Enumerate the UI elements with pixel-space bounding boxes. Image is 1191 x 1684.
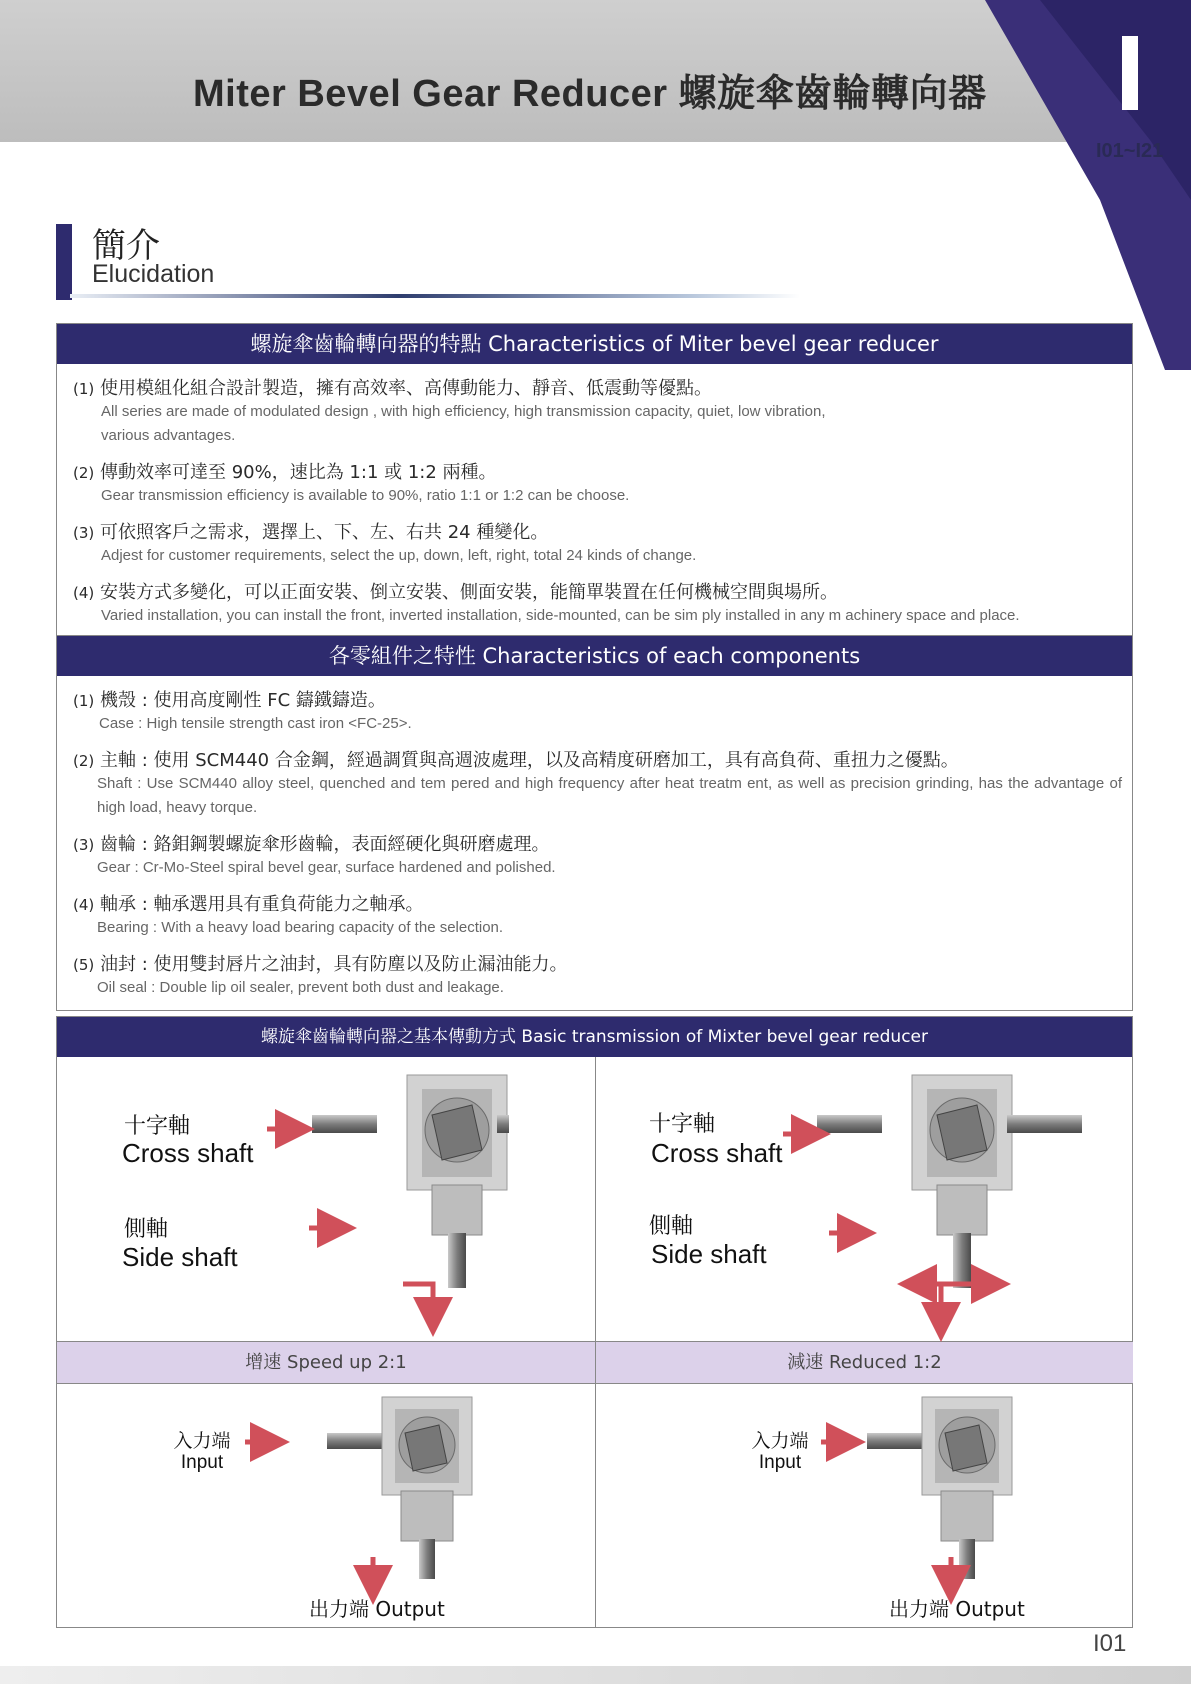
page-title: Miter Bevel Gear Reducer 螺旋傘齒輪轉向器 [193, 73, 987, 115]
list-item [73, 578, 1122, 628]
gearbox-top-left [312, 1075, 509, 1288]
item-text-zh: 軸承 : 軸承選用具有重負荷能力之軸承。 [99, 894, 424, 915]
list-item [73, 374, 1122, 448]
cross-shaft-label-zh: 十字軸 [124, 1114, 191, 1139]
item-text-en: Case : High tensile strength cast iron <FC-25>. [99, 715, 412, 732]
list-item [73, 830, 1122, 880]
item-text-en: Gear : Cr-Mo-Steel spiral bevel gear, surface hardened and polished. [97, 859, 556, 876]
characteristics-header: 螺旋傘齒輪轉向器的特點 Characteristics of Miter bevel gear reducer [57, 324, 1132, 364]
item-text-zh: 安裝方式多變化，可以正面安裝、倒立安裝、側面安裝，能簡單裝置在任何機械空間與場所。 [99, 582, 838, 603]
gearbox-bottom-left [327, 1397, 472, 1579]
components-box [56, 635, 1133, 1011]
item-number: (1) [73, 380, 95, 398]
footer-band [0, 1666, 1191, 1684]
item-number: (4) [73, 896, 95, 914]
output-label: 出力端 Output [889, 1597, 1025, 1621]
item-text-en: Varied installation, you can install the front, inverted installation, side-mounted, can be sim ply installed in any m achinery space and place. [101, 607, 1020, 624]
item-text-en: Gear transmission efficiency is available to 90%, ratio 1:1 or 1:2 can be choose. [101, 487, 630, 504]
item-text-zh: 傳動效率可達至 90%，速比為 1:1 或 1:2 兩種。 [99, 462, 497, 483]
cross-shaft-label-en: Cross shaft [651, 1138, 783, 1168]
item-text-zh: 油封 : 使用雙封唇片之油封，具有防塵以及防止漏油能力。 [99, 954, 568, 975]
item-number: (3) [73, 524, 95, 542]
item-text-zh: 使用模組化組合設計製造，擁有高效率、高傳動能力、靜音、低震動等優點。 [99, 378, 712, 399]
side-shaft-label-zh: 側軸 [649, 1214, 694, 1239]
side-shaft-label-en: Side shaft [122, 1242, 238, 1272]
page-number: I01 [1093, 1630, 1127, 1657]
list-item [73, 950, 1122, 1000]
list-item [73, 518, 1122, 568]
item-number: (1) [73, 692, 95, 710]
item-number: (2) [73, 464, 95, 482]
input-label-zh: 入力端 [751, 1431, 809, 1452]
input-label-zh: 入力端 [173, 1431, 231, 1452]
item-number: (5) [73, 956, 95, 974]
transmission-header: 螺旋傘齒輪轉向器之基本傳動方式 Basic transmission of Mixter bevel gear reducer [57, 1017, 1132, 1057]
gearbox-bottom-right [867, 1397, 1012, 1579]
item-text-en: Adjest for customer requirements, select the up, down, left, right, total 24 kinds of change. [101, 547, 697, 564]
item-text-zh: 齒輪 : 鉻鉬鋼製螺旋傘形齒輪，表面經硬化與研磨處理。 [99, 834, 550, 855]
item-text-en: Shaft : Use SCM440 alloy steel, quenched and tem pered and high frequency after heat treatm ent, as well as precision grinding, has the advantage of high load, heavy torque. [97, 775, 1122, 816]
side-shaft-label-zh: 側軸 [124, 1217, 169, 1242]
reduced-label: 減速 Reduced 1:2 [596, 1341, 1133, 1384]
characteristics-box [56, 323, 1133, 636]
input-label-en: Input [758, 1452, 802, 1473]
list-item [73, 746, 1122, 820]
item-number: (4) [73, 584, 95, 602]
heading-accent-bar [56, 224, 72, 300]
section-letter-mark [1122, 36, 1138, 110]
gearbox-diagrams [57, 1017, 1132, 1627]
input-label-en: Input [180, 1452, 224, 1473]
section-title-zh: 簡介 [92, 226, 160, 266]
output-label: 出力端 Output [309, 1597, 445, 1621]
speed-up-label: 增速 Speed up 2:1 [57, 1341, 595, 1384]
item-number: (3) [73, 836, 95, 854]
item-text-zh: 機殼 : 使用高度剛性 FC 鑄鐵鑄造。 [99, 690, 386, 711]
item-text-en: All series are made of modulated design , with high efficiency, high transmission capacity, quiet, low vibration, various advantages. [101, 403, 826, 444]
list-item [73, 890, 1122, 940]
side-shaft-label-en: Side shaft [651, 1239, 767, 1269]
arrow-icon [245, 1442, 951, 1585]
gearbox-top-right [817, 1075, 1082, 1288]
components-header: 各零組件之特性 Characteristics of each components [57, 636, 1132, 676]
list-item [73, 458, 1122, 508]
item-text-en: Oil seal : Double lip oil sealer, prevent both dust and leakage. [97, 979, 504, 996]
cross-shaft-label-en: Cross shaft [122, 1138, 254, 1168]
item-text-en: Bearing : With a heavy load bearing capacity of the selection. [97, 919, 504, 936]
item-number: (2) [73, 752, 95, 770]
section-title-en: Elucidation [92, 260, 215, 288]
cross-shaft-label-zh: 十字軸 [649, 1112, 716, 1137]
transmission-box [56, 1016, 1133, 1628]
heading-underline [70, 294, 800, 298]
corner-decoration [0, 0, 1191, 370]
item-text-zh: 可依照客戶之需求，選擇上、下、左、右共 24 種變化。 [99, 522, 549, 543]
page-range: I01~I21 [1096, 140, 1164, 162]
item-text-zh: 主軸 : 使用 SCM440 合金鋼，經過調質與高週波處理，以及高精度研磨加工，具有高負荷、重扭力之優點。 [99, 750, 959, 771]
list-item [73, 686, 1122, 736]
